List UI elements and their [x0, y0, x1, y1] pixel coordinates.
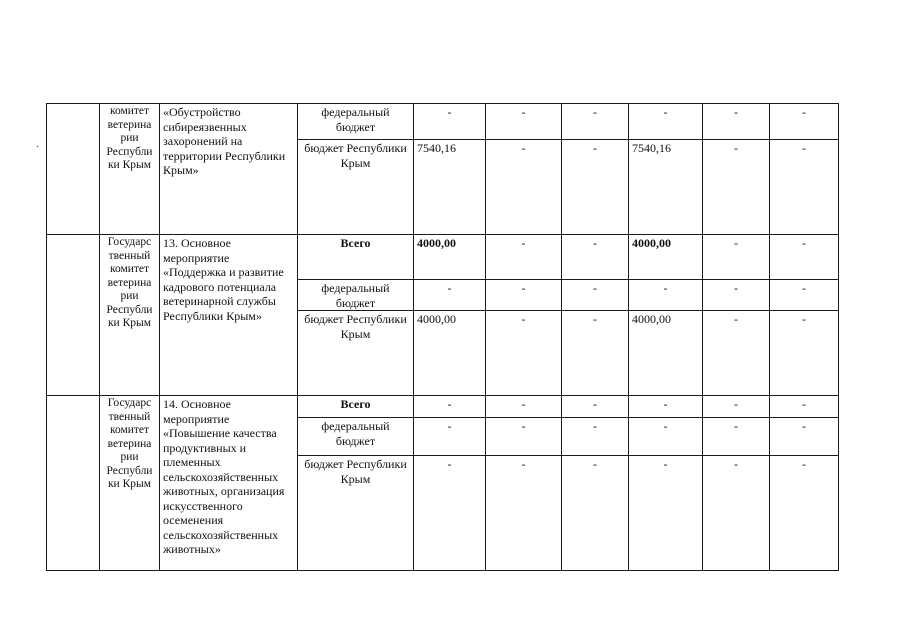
value-cell: -	[629, 418, 703, 456]
value-cell: -	[770, 235, 839, 280]
funding-source-cell: федеральный бюджет	[298, 418, 414, 456]
value-cell: -	[486, 280, 562, 311]
value-cell: -	[703, 456, 770, 571]
value-cell: -	[629, 456, 703, 571]
value-cell: -	[629, 396, 703, 418]
number-cell	[47, 396, 100, 571]
value-cell: -	[486, 235, 562, 280]
value-cell: -	[562, 140, 629, 235]
value-cell: -	[703, 418, 770, 456]
value-cell: -	[414, 104, 486, 140]
value-cell: -	[703, 235, 770, 280]
value-cell: 4000,00	[414, 311, 486, 396]
number-cell	[47, 235, 100, 396]
funding-source-cell: Всего	[298, 396, 414, 418]
value-cell: -	[414, 280, 486, 311]
value-cell: -	[770, 418, 839, 456]
value-cell: -	[703, 311, 770, 396]
value-cell: -	[414, 456, 486, 571]
value-cell: -	[486, 140, 562, 235]
value-cell: 7540,16	[414, 140, 486, 235]
value-cell: -	[562, 311, 629, 396]
table-row	[47, 104, 839, 140]
value-cell: -	[562, 396, 629, 418]
funding-source-cell: Всего	[298, 235, 414, 280]
table-row	[47, 235, 839, 280]
value-cell: 7540,16	[629, 140, 703, 235]
activity-cell: 14. Основное мероприятие «Повышение качества продуктивных и племенных сельскохозяйственных животных, организация искусственного осеменения сельскохозяйственных животных»	[160, 396, 298, 571]
value-cell: -	[486, 396, 562, 418]
funding-source-cell: федеральный бюджет	[298, 104, 414, 140]
funding-source-cell: бюджет Республики Крым	[298, 140, 414, 235]
value-cell: -	[486, 418, 562, 456]
value-cell: -	[770, 140, 839, 235]
value-cell: 4000,00	[629, 235, 703, 280]
value-cell: 4000,00	[414, 235, 486, 280]
value-cell: -	[770, 280, 839, 311]
value-cell: -	[703, 280, 770, 311]
value-cell: -	[562, 235, 629, 280]
value-cell: -	[414, 418, 486, 456]
value-cell: -	[629, 280, 703, 311]
value-cell: -	[770, 311, 839, 396]
value-cell: -	[770, 104, 839, 140]
value-cell: -	[629, 104, 703, 140]
number-cell	[47, 104, 100, 235]
value-cell: -	[770, 396, 839, 418]
agency-cell: комитет ветерина рии Республи ки Крым	[100, 104, 160, 235]
activity-cell: 13. Основное мероприятие «Поддержка и развитие кадрового потенциала ветеринарной службы Республики Крым»	[160, 235, 298, 396]
margin-mark: ·	[36, 142, 40, 153]
value-cell: -	[703, 396, 770, 418]
value-cell: -	[486, 456, 562, 571]
value-cell: -	[562, 456, 629, 571]
value-cell: -	[562, 418, 629, 456]
funding-source-cell: бюджет Республики Крым	[298, 456, 414, 571]
value-cell: -	[562, 280, 629, 311]
funding-source-cell: бюджет Республики Крым	[298, 311, 414, 396]
value-cell: 4000,00	[629, 311, 703, 396]
activity-cell: «Обустройство сибиреязвенных захоронений на территории Республики Крым»	[160, 104, 298, 235]
value-cell: -	[703, 104, 770, 140]
funding-source-cell: федеральный бюджет	[298, 280, 414, 311]
value-cell: -	[486, 311, 562, 396]
agency-cell: Государс твенный комитет ветерина рии Республи ки Крым	[100, 235, 160, 396]
agency-cell: Государс твенный комитет ветерина рии Республи ки Крым	[100, 396, 160, 571]
value-cell: -	[770, 456, 839, 571]
table-row	[47, 396, 839, 418]
value-cell: -	[486, 104, 562, 140]
value-cell: -	[703, 140, 770, 235]
value-cell: -	[414, 396, 486, 418]
budget-table	[46, 103, 839, 571]
value-cell: -	[562, 104, 629, 140]
